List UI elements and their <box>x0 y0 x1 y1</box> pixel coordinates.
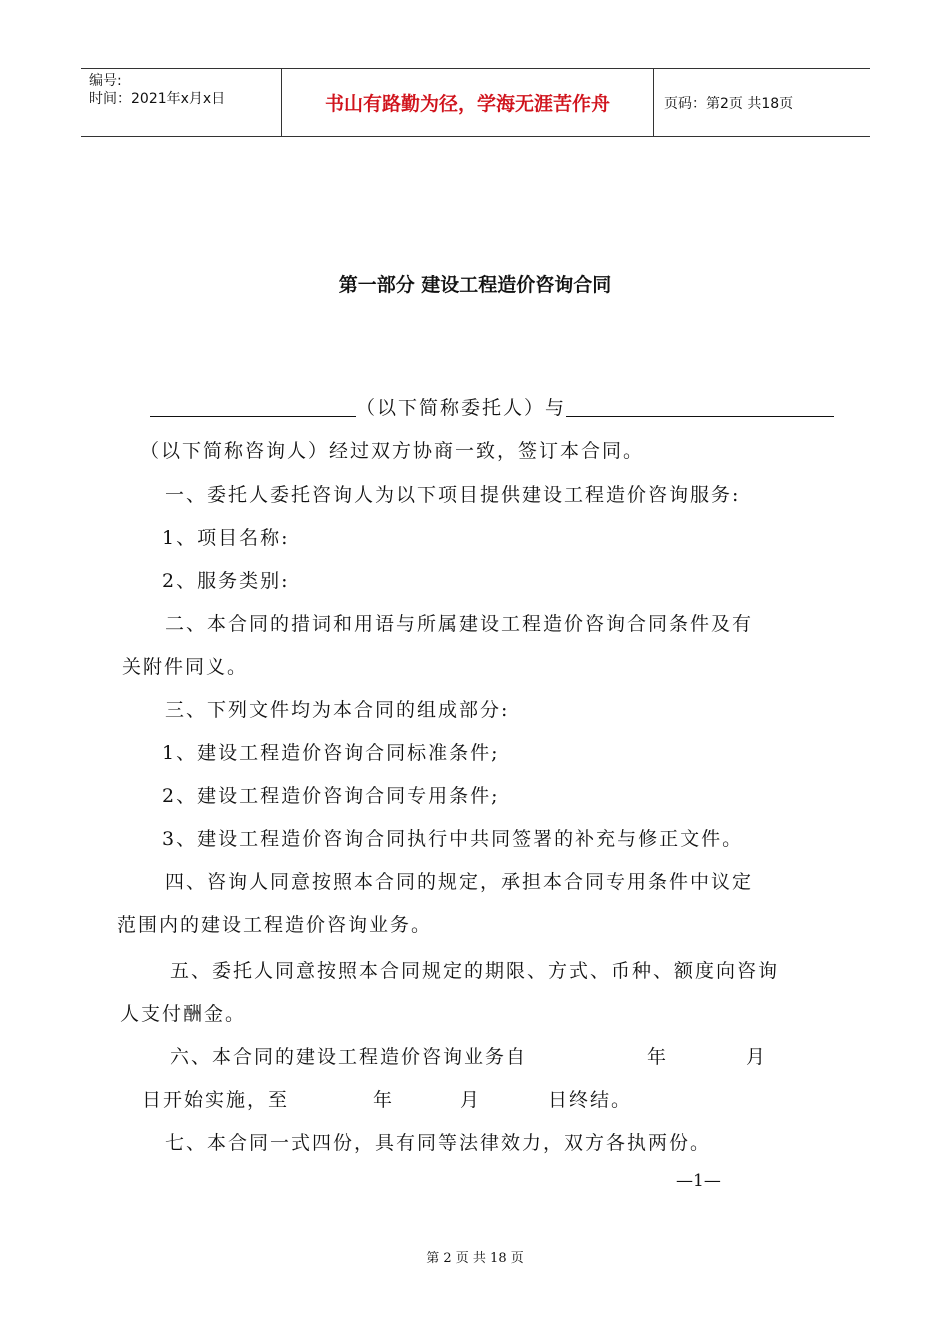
inner-page-number: —1— <box>676 1171 721 1191</box>
intro-line-2: （以下简称咨询人）经过双方协商一致，签订本合同。 <box>140 440 645 462</box>
clause-1-item-2: 2、服务类别: <box>162 570 290 592</box>
consultant-name-blank[interactable] <box>566 416 834 417</box>
clause-6-month: 月 <box>746 1046 768 1068</box>
header-meta-cell <box>81 69 282 136</box>
clause-2-line-2: 关附件同义。 <box>122 656 249 678</box>
clause-3-item-1: 1、建设工程造价咨询合同标准条件; <box>162 742 500 764</box>
header-motto: 书山有路勤为径，学海无涯苦作舟 <box>282 69 654 136</box>
clause-1: 一、委托人委托咨询人为以下项目提供建设工程造价咨询服务: <box>165 484 741 506</box>
client-name-blank[interactable] <box>150 416 356 417</box>
clause-3-item-3: 3、建设工程造价咨询合同执行中共同签署的补充与修正文件。 <box>162 828 744 850</box>
clause-6-start-day: 日开始实施，至 <box>142 1089 290 1111</box>
clause-6-end-day: 日终结。 <box>548 1089 633 1111</box>
number-label: 编号: <box>89 73 122 89</box>
clause-6-end-year: 年 <box>373 1089 395 1111</box>
clause-6-line-1: 六、本合同的建设工程造价咨询业务自 <box>170 1046 528 1068</box>
time-label: 时间：2021年x月x日 <box>89 91 226 107</box>
clause-7: 七、本合同一式四份，具有同等法律效力，双方各执两份。 <box>165 1132 712 1154</box>
clause-3-item-2: 2、建设工程造价咨询合同专用条件; <box>162 785 500 807</box>
clause-2-line-1: 二、本合同的措词和用语与所属建设工程造价咨询合同条件及有 <box>165 613 754 635</box>
clause-4-line-1: 四、咨询人同意按照本合同的规定，承担本合同专用条件中议定 <box>165 871 754 893</box>
intro-mid-text: （以下简称委托人）与 <box>356 397 567 419</box>
clause-5-line-2: 人支付酬金。 <box>120 1003 247 1025</box>
clause-5-line-1: 五、委托人同意按照本合同规定的期限、方式、币种、额度向咨询 <box>170 960 780 982</box>
clause-3: 三、下列文件均为本合同的组成部分: <box>165 699 510 721</box>
page-footer: 第 2 页 共 18 页 <box>426 1251 524 1266</box>
clause-6-year: 年 <box>647 1046 669 1068</box>
header-table <box>81 68 870 137</box>
document-title: 第一部分 建设工程造价咨询合同 <box>338 274 612 296</box>
clause-1-item-1: 1、项目名称: <box>162 527 290 549</box>
header-page-code: 页码：第2页 共18页 <box>664 95 794 112</box>
intro-line-1 <box>150 393 834 420</box>
clause-6-end-month: 月 <box>460 1089 482 1111</box>
clause-4-line-2: 范围内的建设工程造价咨询业务。 <box>117 914 433 936</box>
